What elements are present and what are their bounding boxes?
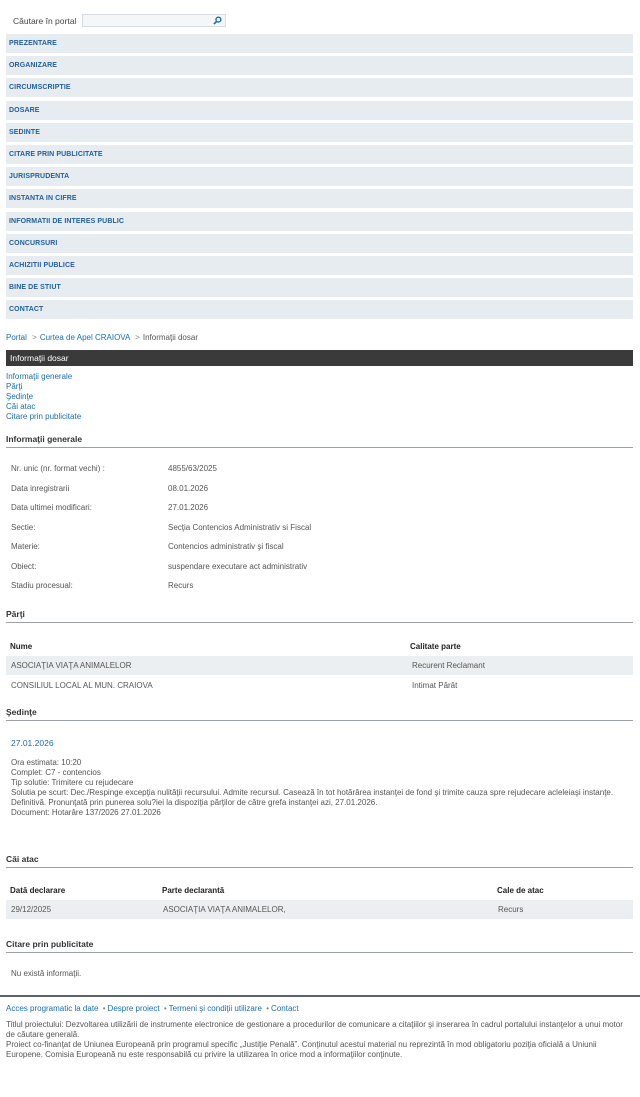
column-header-cale: Cale de atac bbox=[497, 885, 544, 895]
footer-disclaimer: Proiect co-finanţat de Uniunea Europeană prin programul specific „Justiţie Penală”. Conţinutul acestui material nu reprezintă în mod obligatoriu poziţia oficială a Uniunii Europene. Comisia Europeană nu este responsabilă cu privire la utilizarea în orice mod a informaţiilor conţinute. bbox=[6, 1040, 597, 1059]
breadcrumb-court-link[interactable]: Curtea de Apel CRAIOVA bbox=[39, 333, 130, 342]
search-bar bbox=[0, 0, 640, 30]
footer-link-terms[interactable]: Termeni şi condiţii utilizare bbox=[168, 1004, 262, 1013]
info-row bbox=[11, 581, 311, 601]
breadcrumb-separator: > bbox=[135, 333, 140, 342]
nav-item-bine-de-stiut[interactable]: BINE DE STIUT bbox=[6, 278, 633, 297]
info-row bbox=[11, 464, 311, 484]
appeal-type: Recurs bbox=[498, 905, 524, 914]
sedinta-line: Tip solutie: Trimitere cu rejudecare bbox=[11, 778, 134, 787]
info-value: Contencios administrativ şi fiscal bbox=[168, 542, 284, 551]
info-value: Secţia Contencios Administrativ si Fiscal bbox=[168, 522, 312, 532]
column-header-nume: Nume bbox=[10, 641, 33, 651]
nav-item-sedinte[interactable]: SEDINTE bbox=[6, 123, 633, 142]
info-key: Nr. unic (nr. format vechi) : bbox=[11, 464, 105, 473]
sedinta-line: Solutia pe scurt: Dec./Respinge excepţia nulităţii recursului. Admite recursul. Casează în tot hotărârea instanţei de fond şi trimite cauza spre rejudecare acleleiaşi instanţe. Definitivă. Pronunţată prin punerea solu?iei la dispoziţia părţilor de către grefa instanţei azi, 27.01.2026. bbox=[11, 788, 614, 807]
search-input[interactable] bbox=[82, 14, 226, 27]
nav-item-achizitii[interactable]: ACHIZITII PUBLICE bbox=[6, 256, 633, 275]
column-header-data: Dată declarare bbox=[10, 885, 66, 895]
info-value: 4855/63/2025 bbox=[168, 464, 217, 473]
citare-title: Citare prin publicitate bbox=[6, 939, 633, 953]
info-key: Materie: bbox=[11, 542, 40, 551]
footer-links bbox=[6, 1004, 299, 1013]
sedinta-details bbox=[11, 758, 631, 818]
parti-title: Părţi bbox=[6, 609, 633, 623]
breadcrumb-portal-link[interactable]: Portal bbox=[6, 333, 27, 342]
submenu-link-citare[interactable]: Citare prin publicitate bbox=[6, 412, 82, 421]
info-row bbox=[11, 542, 311, 562]
column-header-calitate: Calitate parte bbox=[410, 641, 461, 651]
nav-item-dosare[interactable]: DOSARE bbox=[6, 101, 633, 120]
party-role: Recurent Reclamant bbox=[412, 661, 485, 670]
footer-link-contact[interactable]: Contact bbox=[271, 1004, 299, 1013]
cai-atac-title: Căi atac bbox=[6, 854, 633, 868]
footer-link-separator: • bbox=[102, 1004, 106, 1013]
party-name: ASOCIAŢIA VIAŢA ANIMALELOR bbox=[11, 661, 132, 670]
info-row bbox=[11, 523, 311, 543]
table-row bbox=[6, 676, 633, 695]
footer-link-api[interactable]: Acces programatic la date bbox=[6, 1004, 99, 1013]
party-role: Intimat Pârât bbox=[412, 681, 458, 690]
info-value: suspendare executare act administrativ bbox=[168, 561, 308, 571]
nav-item-concursuri[interactable]: CONCURSURI bbox=[6, 234, 633, 253]
nav-item-interes-public[interactable]: INFORMATII DE INTERES PUBLIC bbox=[6, 212, 633, 231]
footer-link-about[interactable]: Despre proiect bbox=[107, 1004, 160, 1013]
info-value: 27.01.2026 bbox=[168, 503, 209, 512]
declaration-date: 29/12/2025 bbox=[11, 905, 52, 914]
column-header-parte: Parte declarantă bbox=[162, 885, 225, 895]
nav-item-citare[interactable]: CITARE PRIN PUBLICITATE bbox=[6, 145, 633, 164]
party-name: CONSILIUL LOCAL AL MUN. CRAIOVA bbox=[11, 681, 153, 690]
sedinta-line: Document: Hotarâre 137/2026 27.01.2026 bbox=[11, 808, 161, 817]
nav-item-circumscriptie[interactable]: CIRCUMSCRIPTIE bbox=[6, 78, 633, 97]
nav-item-jurisprudenta[interactable]: JURISPRUDENTA bbox=[6, 167, 633, 186]
info-key: Obiect: bbox=[11, 561, 37, 571]
info-value: 08.01.2026 bbox=[168, 483, 209, 493]
footer-text bbox=[6, 1020, 632, 1060]
parti-table-header bbox=[6, 637, 633, 655]
info-row bbox=[11, 484, 311, 504]
info-row bbox=[11, 562, 311, 582]
cai-atac-table-header bbox=[6, 881, 633, 899]
footer-divider bbox=[0, 995, 640, 997]
info-key: Data ultimei modificari: bbox=[11, 503, 92, 512]
nav-item-contact[interactable]: CONTACT bbox=[6, 300, 633, 319]
main-nav bbox=[0, 34, 640, 319]
general-info-title: Informaţii generale bbox=[6, 434, 633, 448]
nav-item-organizare[interactable]: ORGANIZARE bbox=[6, 56, 633, 75]
info-key: Stadiu procesual: bbox=[11, 581, 73, 590]
submenu-link-sedinte[interactable]: Şedinţe bbox=[6, 392, 34, 401]
table-row bbox=[6, 656, 633, 675]
info-key: Data inregistrarii bbox=[11, 483, 70, 493]
section-submenu bbox=[6, 372, 81, 422]
submenu-link-parti[interactable]: Părţi bbox=[6, 382, 23, 391]
submenu-link-informatii-generale[interactable]: Informaţii generale bbox=[6, 372, 73, 381]
breadcrumb bbox=[6, 333, 198, 342]
citare-empty-message: Nu există informaţii. bbox=[11, 969, 82, 978]
footer-link-separator: • bbox=[266, 1004, 270, 1013]
general-info-table bbox=[11, 464, 311, 601]
table-row bbox=[6, 900, 633, 919]
page-title: Informaţii dosar bbox=[6, 350, 633, 366]
breadcrumb-current: Informaţii dosar bbox=[142, 333, 198, 342]
submenu-link-cai-atac[interactable]: Căi atac bbox=[6, 402, 36, 411]
sedinta-line: Ora estimata: 10:20 bbox=[11, 758, 82, 767]
breadcrumb-separator: > bbox=[32, 333, 37, 342]
sedinte-title: Şedinţe bbox=[6, 707, 633, 721]
info-key: Sectie: bbox=[11, 522, 36, 532]
search-label: Căutare în portal bbox=[13, 15, 77, 26]
info-row bbox=[11, 503, 311, 523]
nav-item-prezentare[interactable]: PREZENTARE bbox=[6, 34, 633, 53]
footer-project-title: Titlul proiectului: Dezvoltarea utilizării de instrumente electronice de gestionare a procedurilor de comunicare a citaţiilor şi inserarea în cadrul portalului instanţelor a unui motor de căutare generală. bbox=[6, 1020, 623, 1039]
search-icon[interactable] bbox=[213, 16, 222, 25]
nav-item-instanta-in-cifre[interactable]: INSTANTA IN CIFRE bbox=[6, 189, 633, 208]
footer-link-separator: • bbox=[163, 1004, 167, 1013]
declaring-party: ASOCIAŢIA VIAŢA ANIMALELOR, bbox=[163, 905, 286, 914]
info-value: Recurs bbox=[168, 581, 194, 590]
sedinta-date: 27.01.2026 bbox=[11, 738, 54, 748]
sedinta-line: Complet: C7 - contencios bbox=[11, 768, 101, 777]
